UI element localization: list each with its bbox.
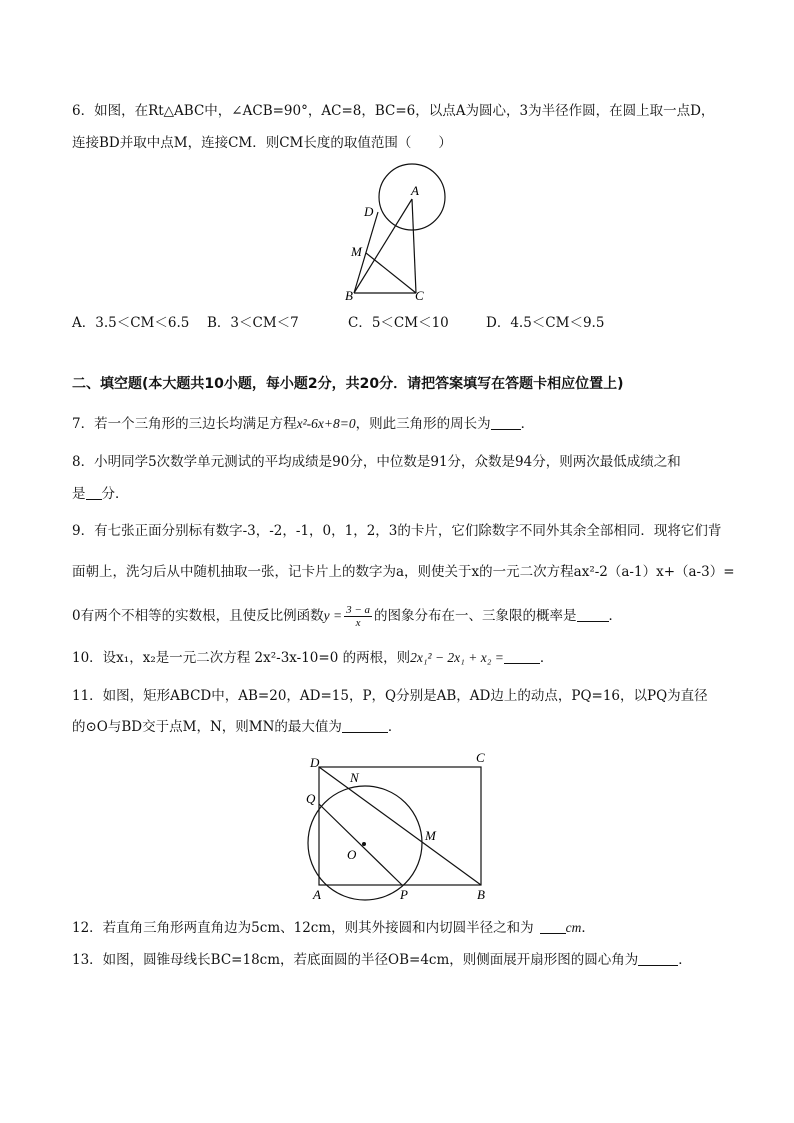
q13-answer-blank — [638, 951, 678, 966]
q7-equation: x²-6x+8=0 — [296, 416, 356, 431]
q11-diameter-pq — [319, 804, 402, 885]
q7-answer-blank — [491, 415, 521, 430]
q8-line-2 — [72, 484, 129, 504]
q7-line — [72, 414, 534, 434]
q11-label-n: N — [350, 770, 359, 785]
q6-option-b: B．3＜CM＜7 — [207, 315, 299, 331]
q6-option-a: A．3.5＜CM＜6.5 — [72, 315, 190, 331]
q11-line-2 — [72, 717, 401, 737]
q8-line2-before: 是 — [72, 486, 86, 502]
q9-fraction-numerator: 3 − a — [346, 604, 371, 616]
q9-line-2: 面朝上，洗匀后从中随机抽取一张，记卡片上的数字为a，则使关于x的一元二次方程ax²-2（a-1）x+（a-3）= — [72, 564, 735, 580]
q6-option-c: C．5＜CM＜10 — [348, 315, 449, 331]
q9-line-3 — [72, 599, 622, 633]
q12-unit: cm — [565, 920, 582, 935]
q11-label-m: M — [425, 828, 436, 843]
q9-answer-blank — [577, 607, 609, 622]
q6-segment-cm — [366, 253, 416, 293]
q11-line-1: 11．如图，矩形ABCD中，AB=20，AD=15，P，Q分别是AB，AD边上的动点，PQ=16，以PQ为直径 — [72, 688, 708, 704]
section-2-heading: 二、填空题(本大题共10小题，每小题2分，共20分．请把答案填写在答题卡相应位置上) — [72, 376, 624, 392]
q11-line2-before: 的⊙O与BD交于点M，N，则MN的最大值为 — [72, 719, 342, 735]
q9-line-1: 9．有七张正面分别标有数字-3，-2，-1，0，1，2，3的卡片，它们除数字不同外其余全部相同．现将它们背 — [72, 523, 722, 539]
q10-expression: 2x₁² − 2x₁ + x₂ = — [410, 650, 504, 665]
q12-text-before: 12．若直角三角形两直角边为5cm、12cm，则其外接圆和内切圆半径之和为 — [72, 920, 534, 936]
q11-end: ． — [387, 719, 402, 735]
q8-answer-blank — [86, 485, 102, 500]
q11-label-p: P — [400, 887, 408, 902]
q9-line3-before: 0有两个不相等的实数根，且使反比例函数 — [72, 608, 324, 624]
q11-label-c: C — [476, 750, 485, 765]
q13-end: ． — [678, 952, 692, 968]
q11-figure — [300, 748, 500, 903]
q12-answer-blank — [540, 919, 566, 934]
q6-line-2: 连接BD并取中点M，连接CM．则CM长度的取值范围（ ） — [72, 135, 452, 151]
q6-label-b: B — [345, 288, 353, 303]
q6-label-c: C — [415, 288, 424, 303]
q11-diagonal-bd — [319, 767, 481, 885]
q11-label-d: D — [310, 755, 320, 770]
q7-text-before: 7．若一个三角形的三边长均满足方程 — [72, 416, 297, 432]
q10-end: ． — [539, 650, 554, 666]
q10-text-before: 10．设x₁，x₂是一元二次方程 2x²-3x-10=0 的两根，则 — [72, 650, 411, 666]
q10-line — [72, 648, 553, 668]
q6-label-m: M — [351, 244, 362, 259]
q12-line — [72, 918, 595, 938]
q6-segment-ac — [412, 199, 416, 293]
q6-label-d: D — [364, 204, 374, 219]
q7-end: ． — [520, 416, 535, 432]
q6-figure — [335, 158, 465, 308]
q11-center-dot — [362, 842, 366, 846]
q13-text-before: 13．如图，圆锥母线长BC=18cm，若底面圆的半径OB=4cm，则侧面展开扇形图的圆心角为 — [72, 952, 639, 968]
q9-fraction-denominator: x — [355, 617, 361, 629]
q9-end: ． — [608, 608, 623, 624]
q9-line3-after: 的图象分布在一、三象限的概率是 — [374, 608, 577, 624]
q8-line-1: 8．小明同学5次数学单元测试的平均成绩是90分，中位数是91分，众数是94分，则两次最低成绩之和 — [72, 454, 681, 470]
q7-text-after: ，则此三角形的周长为 — [355, 416, 491, 432]
q12-end: ． — [581, 920, 595, 936]
q11-answer-blank — [342, 718, 388, 733]
q11-label-o: O — [347, 847, 357, 862]
q6-option-d: D．4.5＜CM＜9.5 — [486, 315, 605, 331]
q11-label-b: B — [477, 887, 485, 902]
q13-line — [72, 950, 692, 970]
q9-func-lhs: y = — [323, 608, 343, 623]
q9-fraction — [344, 604, 372, 629]
q6-line-1: 6．如图，在Rt△ABC中，∠ACB=90°，AC=8，BC=6，以点A为圆心，3为半径作圆，在圆上取一点D， — [72, 103, 715, 119]
q10-answer-blank — [504, 649, 540, 664]
q11-label-a: A — [313, 887, 321, 902]
q11-label-q: Q — [306, 791, 316, 806]
q6-label-a: A — [411, 183, 419, 198]
q8-line2-after: 分． — [101, 486, 129, 502]
